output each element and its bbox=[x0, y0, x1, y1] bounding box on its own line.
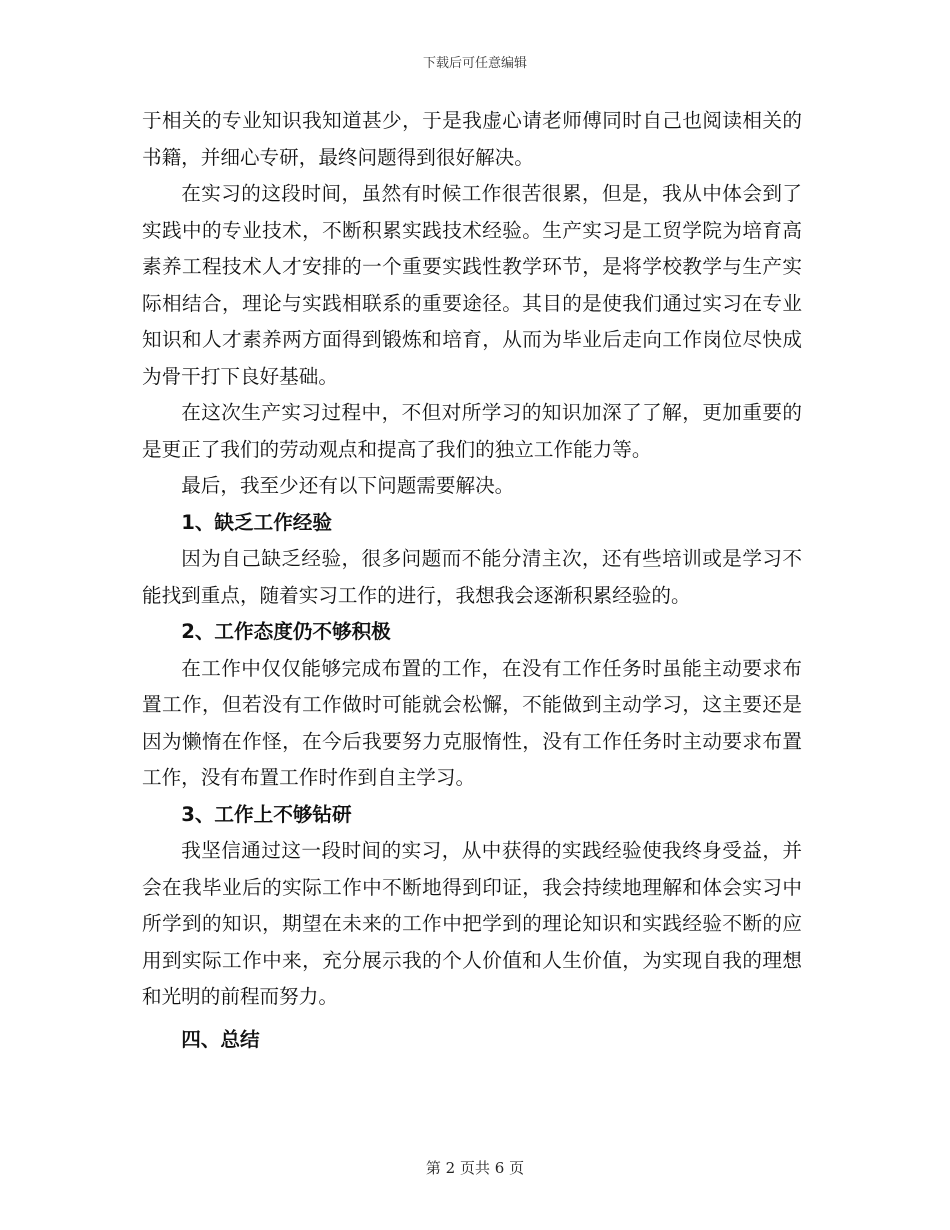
page-header: 下载后可任意编辑 bbox=[422, 56, 527, 71]
paragraph-lack-experience: 因为自己缺乏经验，很多问题而不能分清主次，还有些培训或是学习不能找到重点，随着实习工作的进行，我想我会逐渐积累经验的。 bbox=[142, 547, 802, 607]
paragraph-internship-experience: 在实习的这段时间，虽然有时候工作很苦很累，但是，我从中体会到了实践中的专业技术，不断积累实践技术经验。生产实习是工贸学院为培育高素养工程技术人才安排的一个重要实践性教学环节，是将学校教学与生产实际相结合，理论与实践相联系的重要途径。其目的是使我们通过实习在专业知识和人才素养两方面得到锻炼和培育，从而为毕业后走向工作岗位尽快成为骨干打下良好基础。 bbox=[142, 182, 802, 388]
document-body bbox=[142, 103, 802, 1058]
paragraph-continued: 于相关的专业知识我知道甚少，于是我虚心请老师傅同时自己也阅读相关的书籍，并细心专研，最终问题得到很好解决。 bbox=[142, 109, 802, 169]
paragraph-problems-intro: 最后，我至少还有以下问题需要解决。 bbox=[181, 474, 515, 497]
paragraph-research: 我坚信通过这一段时间的实习，从中获得的实践经验使我终身受益，并会在我毕业后的实际工作中不断地得到印证，我会持续地理解和体会实习中所学到的知识，期望在未来的工作中把学到的理论知识和实践经验不断的应用到实际工作中来，充分展示我的个人价值和人生价值，为实现自我的理想和光明的前程而努力。 bbox=[142, 839, 802, 1008]
page-number: 第 2 页共 6 页 bbox=[425, 1159, 525, 1177]
section-heading-summary: 四、总结 bbox=[181, 1027, 260, 1051]
section-heading-research: 3、工作上不够钻研 bbox=[181, 802, 352, 826]
paragraph-internship-gains: 在这次生产实习过程中，不但对所学习的知识加深了了解，更加重要的是更正了我们的劳动观点和提高了我们的独立工作能力等。 bbox=[142, 401, 802, 461]
section-heading-lack-experience: 1、缺乏工作经验 bbox=[181, 510, 332, 534]
paragraph-attitude: 在工作中仅仅能够完成布置的工作，在没有工作任务时虽能主动要求布置工作，但若没有工作做时可能就会松懈，不能做到主动学习，这主要还是因为懒惰在作怪，在今后我要努力克服惰性，没有工作任务时主动要求布置工作，没有布置工作时作到自主学习。 bbox=[142, 656, 802, 789]
section-heading-attitude: 2、工作态度仍不够积极 bbox=[181, 620, 391, 643]
